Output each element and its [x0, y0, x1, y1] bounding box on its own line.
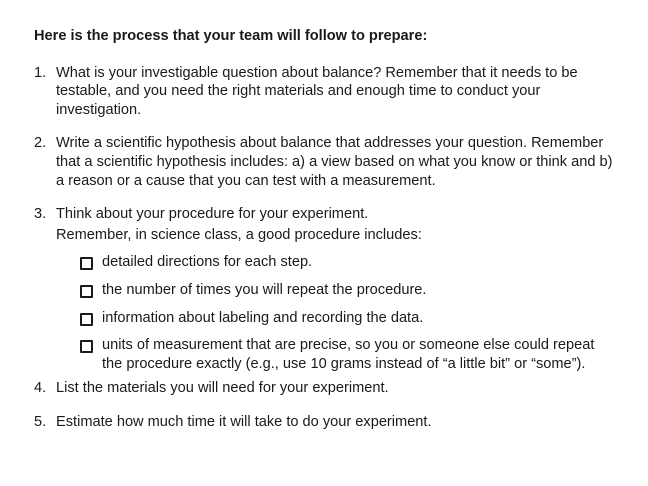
checklist-item-label: the number of times you will repeat the procedure. [102, 281, 427, 298]
procedure-note: Remember, in science class, a good procedure includes: [56, 226, 422, 243]
checklist-item-label: information about labeling and recording the data. [102, 309, 424, 326]
checklist-item [80, 309, 614, 328]
process-steps-list [34, 64, 614, 432]
step-number: 3. [34, 206, 47, 223]
step-1 [34, 64, 614, 120]
document-page [34, 27, 614, 432]
step-text: List the materials you will need for your experiment. [56, 380, 389, 397]
step-3 [34, 205, 614, 224]
step-text: What is your investigable question about balance? Remember that it needs to be testable, and you need the right materials and enough time to conduct your investigation. [56, 64, 578, 118]
step-number: 4. [34, 380, 47, 397]
checklist-item [80, 336, 614, 373]
checkbox-icon[interactable] [80, 313, 93, 326]
procedure-checklist [34, 253, 614, 373]
step-4 [34, 379, 614, 398]
checklist-item-label: detailed directions for each step. [102, 254, 313, 271]
step-text: Estimate how much time it will take to do your experiment. [56, 413, 432, 430]
checkbox-icon[interactable] [80, 340, 93, 353]
step-5 [34, 413, 614, 432]
step-number: 1. [34, 64, 47, 81]
step-number: 2. [34, 135, 47, 152]
step-text: Write a scientific hypothesis about balance that addresses your question. Remember that a scientific hypothesis includes: a) a view based on what you know or think and b) a reason or a cause that you can test with a measurement. [56, 135, 613, 189]
checkbox-icon[interactable] [80, 257, 93, 270]
step-2 [34, 134, 614, 190]
checklist-item-label: units of measurement that are precise, so you or someone else could repeat the procedure exactly (e.g., use 10 grams instead of “a little bit” or “some”). [102, 337, 595, 372]
step-text: Think about your procedure for your experiment. [56, 206, 369, 223]
checklist-item [80, 253, 614, 272]
checkbox-icon[interactable] [80, 285, 93, 298]
step-number: 5. [34, 413, 47, 430]
page-heading: Here is the process that your team will follow to prepare: [34, 28, 428, 44]
checklist-item [80, 281, 614, 300]
